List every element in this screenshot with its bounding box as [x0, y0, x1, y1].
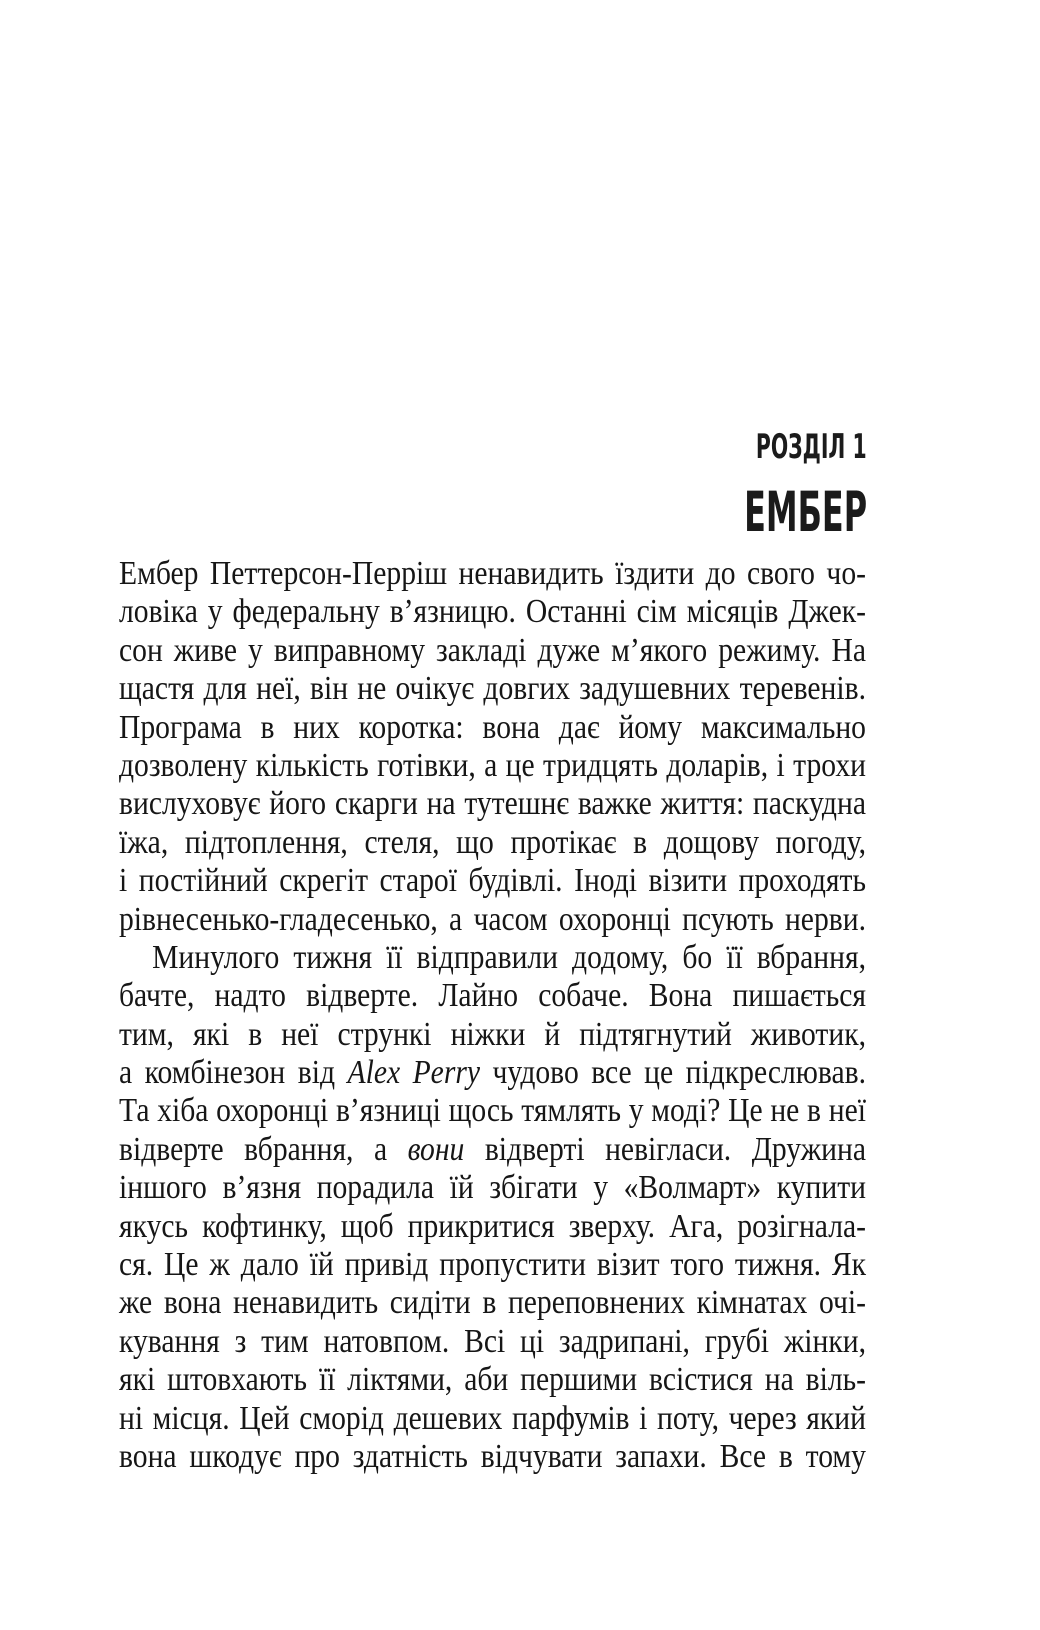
- text-segment: Минулого тижня її відправили додому, бо її вбрання,: [152, 938, 866, 976]
- text-segment: ся. Це ж дало їй привід пропустити візит того тижня. Як: [119, 1246, 866, 1284]
- text-line: [119, 1054, 866, 1092]
- text-segment: ловіка у федеральну в’язницю. Останні сім місяців Джек-: [119, 593, 866, 631]
- text-segment: відверті невігласи. Дружина: [464, 1130, 866, 1168]
- text-line: [119, 785, 866, 823]
- italic-text-segment: вони: [407, 1130, 465, 1168]
- chapter-label: РОЗДІЛ 1: [756, 427, 867, 467]
- text-line: [119, 670, 866, 708]
- text-line: [119, 977, 866, 1015]
- text-segment: іншого в’язня порадила їй збігати у «Волмарт» купити: [119, 1169, 866, 1207]
- text-segment: вислуховує його скарги на тутешнє важке життя: паскудна: [119, 785, 866, 823]
- text-line: [119, 1016, 866, 1054]
- text-segment: тим, які в неї стрункі ніжки й підтягнутий животик,: [119, 1015, 866, 1053]
- text-line: [119, 939, 866, 977]
- text-line: [119, 901, 866, 939]
- text-segment: дозволену кількість готівки, а це тридцять доларів, і трохи: [119, 746, 866, 784]
- text-segment: а комбінезон від: [119, 1054, 348, 1092]
- text-line: [119, 1246, 866, 1284]
- text-segment: ні місця. Цей сморід дешевих парфумів і поту, через який: [119, 1399, 866, 1437]
- text-line: [119, 1092, 866, 1130]
- text-segment: сон живе у виправному закладі дуже м’якого режиму. На: [119, 631, 866, 669]
- text-line: [119, 862, 866, 900]
- text-segment: відверте вбрання, а: [119, 1130, 408, 1168]
- text-segment: і постійний скрегіт старої будівлі. Іноді візити проходять: [119, 862, 866, 900]
- text-segment: їжа, підтоплення, стеля, що протікає в дощову погоду,: [119, 823, 866, 861]
- text-line: [119, 709, 866, 747]
- text-segment: же вона ненавидить сидіти в переповнених кімнатах очі-: [119, 1284, 866, 1322]
- text-line: [119, 1438, 866, 1476]
- text-segment: Ембер Петтерсон-Перріш ненавидить їздити до свого чо-: [119, 555, 866, 592]
- text-segment: щастя для неї, він не очікує довгих задушевних теревенів.: [119, 670, 866, 708]
- text-line: [119, 1323, 866, 1361]
- text-segment: Та хіба охоронці в’язниці щось тямлять у моді? Це не в неї: [119, 1092, 866, 1130]
- text-line: [119, 747, 866, 785]
- text-line: [119, 555, 866, 593]
- text-segment: кування з тим натовпом. Всі ці задрипані, грубі жінки,: [119, 1322, 866, 1360]
- text-segment: рівнесенько-гладесенько, а часом охоронці псують нерви.: [119, 900, 866, 938]
- text-line: [119, 824, 866, 862]
- text-segment: які штовхають її ліктями, аби першими всістися на віль-: [119, 1361, 866, 1399]
- text-line: [119, 1131, 866, 1169]
- text-segment: вона шкодує про здатність відчувати запахи. Все в тому: [119, 1437, 866, 1475]
- text-line: [119, 1400, 866, 1438]
- text-line: [119, 1169, 866, 1207]
- text-line: [119, 1284, 866, 1322]
- chapter-title: ЕМБЕР: [743, 480, 867, 544]
- text-line: [119, 593, 866, 631]
- text-segment: бачте, надто відверте. Лайно собаче. Вона пишається: [119, 977, 866, 1015]
- text-segment: Програма в них коротка: вона дає йому максимально: [119, 708, 866, 746]
- text-segment: якусь кофтинку, щоб прикритися зверху. Ага, розігнала-: [119, 1207, 866, 1245]
- body-text: [119, 555, 866, 1476]
- text-segment: чудово все це підкреслював.: [479, 1054, 866, 1092]
- text-line: [119, 1361, 866, 1399]
- italic-text-segment: Alex Perry: [347, 1054, 480, 1092]
- text-line: [119, 1208, 866, 1246]
- text-line: [119, 632, 866, 670]
